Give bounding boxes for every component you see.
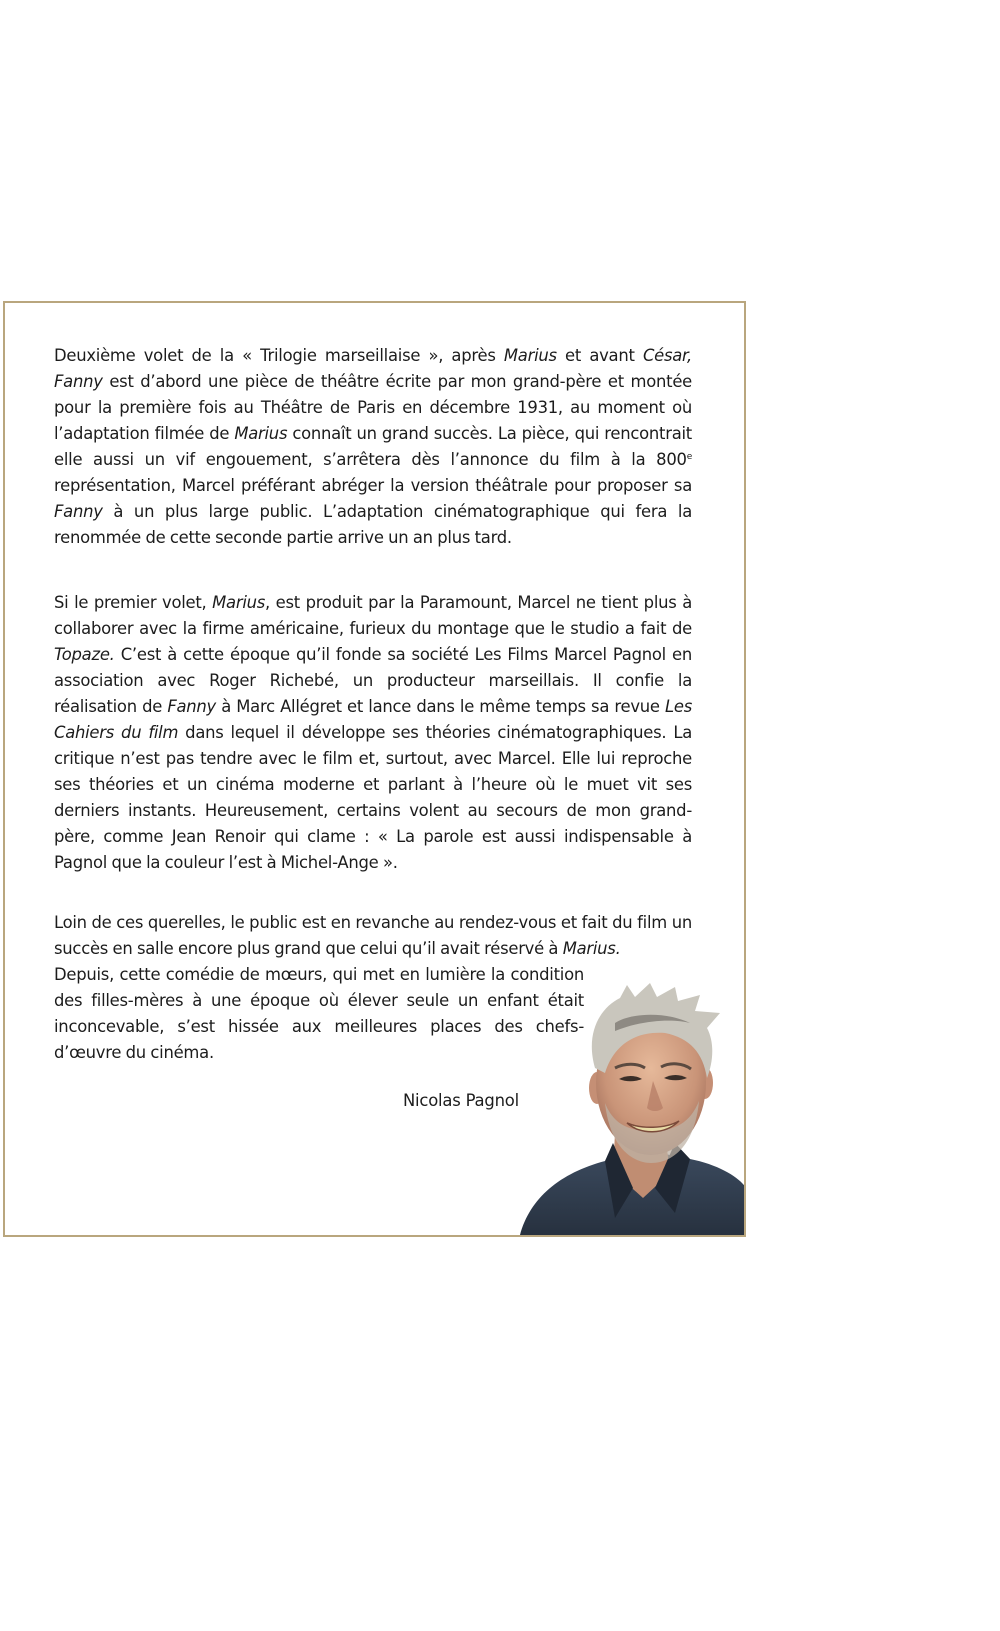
- title-fanny: Fanny: [54, 372, 103, 391]
- title-marius: Marius: [503, 346, 557, 365]
- article-frame: [3, 301, 746, 1237]
- text: connaît un grand succès. La pièce, qui rencontrait elle aussi un vif engouement, s’arrêtera dès l’annonce du film à la 800: [54, 424, 692, 469]
- title-cahiers-du-film: Les Cahiers du film: [54, 697, 692, 742]
- superscript: e: [686, 452, 692, 462]
- author-portrait-photo: [515, 983, 746, 1235]
- text: C’est à cette époque qu’il fonde sa société Les Films Marcel Pagnol en association avec Roger Richebé, un producteur marseillais. Il confie la réalisation de: [54, 645, 692, 716]
- text: dans lequel il développe ses théories cinématographiques. La critique n’est pas tendre avec le film et, surtout, avec Marcel. Elle lui reproche ses théories et un cinéma moderne et parlant à l’heure où le muet vit ses derniers instants. Heureusement, certains volent au secours de mon grand-père, comme Jean Renoir qui clame : « La parole est aussi indispensable à Pagnol que la couleur l’est à Michel-Ange ».: [54, 723, 692, 872]
- text: est d’abord une pièce de théâtre écrite par mon grand-père et montée pour la première fois au Théâtre de Paris en décembre 1931, au moment où l’adaptation filmée de: [54, 372, 692, 443]
- author-signature: Nicolas Pagnol: [403, 1091, 519, 1110]
- title-marius: Marius: [234, 424, 288, 443]
- text: à Marc Allégret et lance dans le même temps sa revue: [216, 697, 665, 716]
- text: Depuis, cette comédie de mœurs, qui met en lumière la condition des filles-mères à une époque où élever seule un enfant était inconcevable, s’est hissée aux meilleures places des chefs-d’œuvre du cinéma.: [54, 965, 584, 1062]
- text: Loin de ces querelles, le public est en revanche au rendez-vous et fait du film un succès en salle encore plus grand que celui qu’il avait réservé à: [54, 913, 692, 958]
- title-topaze: Topaze.: [54, 645, 115, 664]
- title-fanny: Fanny: [167, 697, 217, 716]
- title-cesar: César,: [642, 346, 692, 365]
- text: représentation, Marcel préférant abréger la version théâtrale pour proposer sa: [54, 476, 692, 495]
- text: , est produit par la Paramount, Marcel ne tient plus à collaborer avec la firme américaine, furieux du montage que le studio a fait de: [54, 593, 692, 638]
- paragraph-3-narrow: [54, 962, 584, 1066]
- paragraph-1: [54, 343, 692, 551]
- text: Deuxième volet de la « Trilogie marseillaise », après: [54, 346, 504, 365]
- text: et avant: [556, 346, 643, 365]
- text: Si le premier volet,: [54, 593, 213, 612]
- text: à un plus large public. L’adaptation cinématographique qui fera la renommée de cette seconde partie arrive un an plus tard.: [54, 502, 692, 547]
- title-marius: Marius.: [562, 939, 621, 958]
- title-fanny: Fanny: [54, 502, 103, 521]
- title-marius: Marius: [212, 593, 266, 612]
- paragraph-2: [54, 590, 692, 876]
